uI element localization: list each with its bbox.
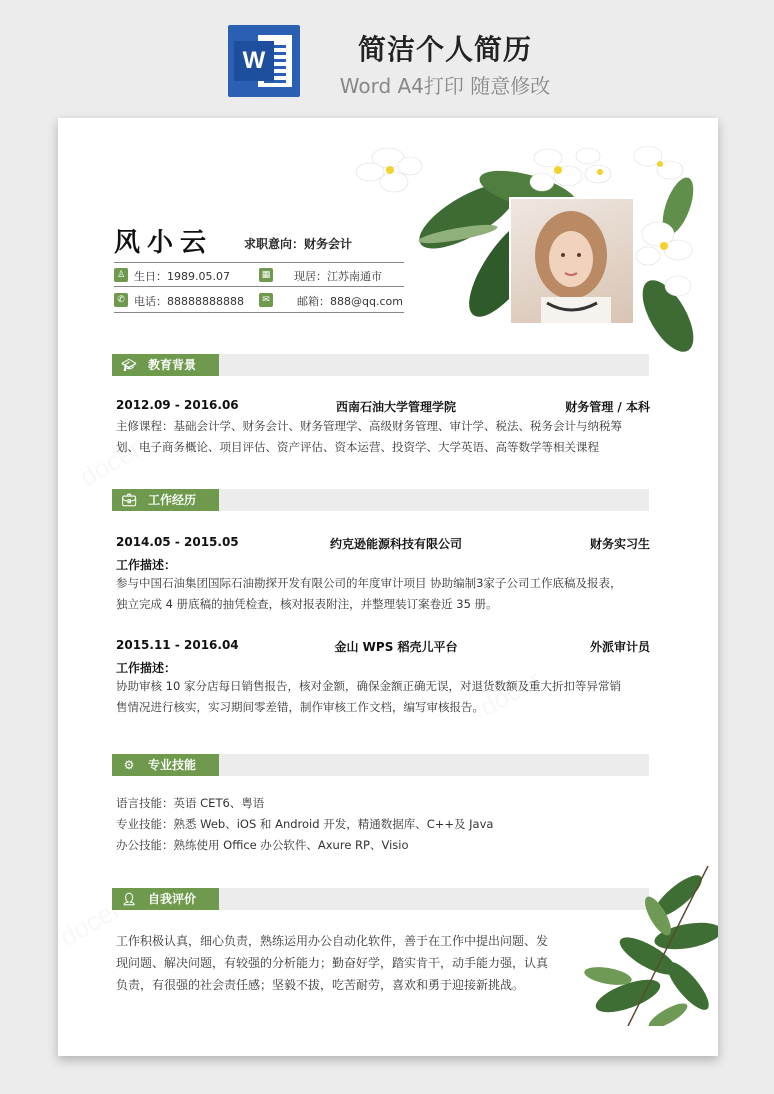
skills-list [116, 793, 661, 856]
word-letter: W [234, 41, 274, 81]
work-role: 财务实习生 [589, 537, 650, 551]
section-work [112, 489, 649, 511]
section-self-eval-label: 👤︎ 自我评价 [112, 888, 219, 910]
resume-page [58, 118, 718, 1056]
person-icon: ♙ [114, 268, 128, 282]
section-education [112, 354, 649, 376]
building-icon: ▦ [259, 268, 273, 282]
divider [114, 262, 404, 263]
work-desc-label: 工作描述： [116, 558, 177, 572]
page-subtitle: Word A4打印 随意修改 [339, 74, 551, 98]
skill-professional: 专业技能：熟悉 Web、iOS 和 Android 开发，精通数据库、C++及 Java [116, 817, 494, 831]
work-desc: 参与中国石油集团国际石油勘探开发有限公司的年度审计项目 协助编制3家子公司工作底稿及报表， 独立完成 4 册底稿的抽凭检查，核对报表附注，并整理装订案卷近 35 册。 [116, 576, 622, 611]
self-eval-text: 工作积极认真，细心负责，熟练运用办公自动化软件，善于在工作中提出问题、发 现问题、解决问题，有较强的分析能力；勤奋好学，踏实肯干，动手能力强，认真 负责，有很强的社会责任感；坚毅不拔，吃苦耐劳，喜欢和勇于迎接新挑战。 [116, 934, 549, 992]
candidate-name: 风小云 [114, 228, 214, 258]
residence-text: 现居：江苏南通市 [294, 270, 382, 283]
work-desc: 协助审核 10 家分店每日销售报告，核对金额，确保金额正确无误，对退货数额及重大折扣等异常销 售情况进行核实，实习期间零差错，制作审核工作文档，编写审核报告。 [116, 679, 621, 714]
phone-text: 电话：88888888888 [134, 295, 244, 308]
gear-icon: ⚙ [123, 758, 135, 772]
section-work-label: 💼︎ 工作经历 [112, 489, 219, 511]
info-row-1 [114, 266, 404, 286]
education-entry [116, 398, 650, 416]
work-entry-2 [116, 638, 650, 656]
divider [114, 312, 404, 313]
user-icon: 👤︎ [121, 892, 137, 906]
education-major: 财务管理 / 本科 [565, 400, 650, 414]
education-school: 西南石油大学管理学院 [335, 400, 456, 414]
work-company: 约克逊能源科技有限公司 [329, 537, 462, 551]
education-courses: 主修课程：基础会计学、财务会计、财务管理学、高级财务管理、审计学、税法、税务会计与纳税筹 划、电子商务概论、项目评估、资产评估、资本运营、投资学、大学英语、高等数学等相关课程 [116, 419, 622, 454]
graduation-cap-icon: 🎓︎ [121, 358, 137, 372]
work-date: 2014.05 - 2015.05 [116, 535, 239, 549]
work-desc-label: 工作描述： [116, 661, 177, 675]
word-icon [228, 25, 300, 97]
leaf-decoration [568, 866, 718, 1026]
work-role: 外派审计员 [589, 640, 650, 654]
section-skills-label: ⚙ 专业技能 [112, 754, 219, 776]
page-title: 简洁个人简历 [357, 33, 532, 66]
email-text: 邮箱：888@qq.com [297, 295, 403, 308]
work-company: 金山 WPS 稻壳儿平台 [334, 640, 458, 654]
briefcase-icon: 💼︎ [121, 493, 137, 507]
skill-language: 语言技能：英语 CET6、粤语 [116, 796, 265, 810]
skill-office: 办公技能：熟练使用 Office 办公软件、Axure RP、Visio [116, 838, 409, 852]
job-intent: 求职意向：财务会计 [244, 237, 353, 251]
birth-text: 生日：1989.05.07 [134, 270, 230, 283]
work-date: 2015.11 - 2016.04 [116, 638, 239, 652]
section-skills [112, 754, 649, 776]
divider [114, 286, 404, 287]
education-date: 2012.09 - 2016.06 [116, 398, 239, 412]
work-entry-1 [116, 535, 650, 553]
profile-photo [509, 197, 635, 325]
info-row-2 [114, 291, 404, 311]
phone-icon: ✆ [114, 293, 128, 307]
mail-icon: ✉ [259, 293, 273, 307]
top-header [0, 0, 774, 110]
section-education-label: 🎓︎ 教育背景 [112, 354, 219, 376]
